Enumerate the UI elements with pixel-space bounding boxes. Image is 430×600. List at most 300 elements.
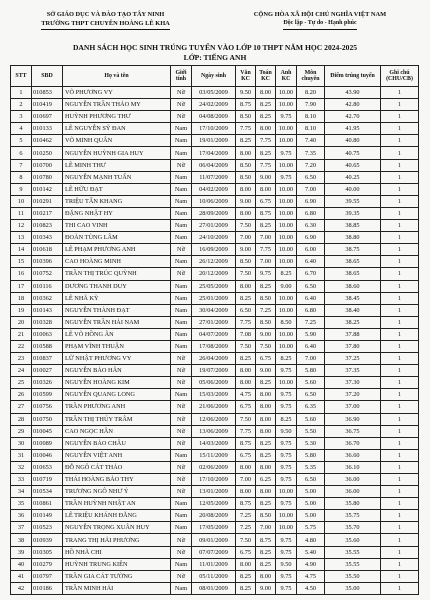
- cell-toan: 8.25: [256, 449, 276, 461]
- cell-van: 7.75: [236, 123, 256, 135]
- cell-score: 36.70: [325, 437, 381, 449]
- cell-name: CAO HOÀNG MINH: [63, 256, 171, 268]
- cell-note: 1: [381, 195, 419, 207]
- cell-gender: Nam: [171, 220, 192, 232]
- table-row: [11, 232, 419, 244]
- cell-toan: 8.00: [256, 461, 276, 473]
- column-header-note: Ghi chú (CHU/CB): [381, 66, 419, 87]
- cell-dob: 05/11/2009: [192, 570, 236, 582]
- cell-score: 36.75: [325, 425, 381, 437]
- cell-stt: 22: [11, 340, 32, 352]
- table-row: [11, 135, 419, 147]
- cell-toan: 8.00: [256, 123, 276, 135]
- cell-name: NGUYỄN TRẦN THẢO MY: [63, 99, 171, 111]
- cell-sbd: 010750: [32, 413, 63, 425]
- cell-toan: 7.25: [256, 304, 276, 316]
- cell-gender: Nam: [171, 183, 192, 195]
- cell-name: LÊ NGUYỄN SỸ ĐAN: [63, 123, 171, 135]
- cell-anh: 9.75: [276, 389, 297, 401]
- cell-gender: Nữ: [171, 87, 192, 99]
- cell-van: 8.25: [236, 582, 256, 594]
- cell-score: 37.80: [325, 340, 381, 352]
- cell-dob: 12/05/2009: [192, 498, 236, 510]
- cell-note: 1: [381, 135, 419, 147]
- cell-anh: 9.75: [276, 498, 297, 510]
- cell-van: 8.25: [236, 135, 256, 147]
- cell-note: 1: [381, 99, 419, 111]
- cell-toan: 9.00: [256, 365, 276, 377]
- table-row: [11, 171, 419, 183]
- cell-toan: 7.50: [256, 340, 276, 352]
- cell-note: 1: [381, 425, 419, 437]
- cell-sbd: 010046: [32, 449, 63, 461]
- cell-major: 5.30: [297, 437, 325, 449]
- table-row: [11, 546, 419, 558]
- cell-sbd: 010797: [32, 570, 63, 582]
- cell-sbd: 010653: [32, 461, 63, 473]
- cell-sbd: 010823: [32, 220, 63, 232]
- cell-major: 7.90: [297, 99, 325, 111]
- cell-major: 4.50: [297, 582, 325, 594]
- cell-major: 5.40: [297, 546, 325, 558]
- cell-note: 1: [381, 328, 419, 340]
- cell-sbd: 010756: [32, 401, 63, 413]
- cell-stt: 6: [11, 147, 32, 159]
- cell-name: TRẦN THỊ THÚY TRÂM: [63, 413, 171, 425]
- cell-van: 8.50: [236, 159, 256, 171]
- cell-major: 5.50: [297, 425, 325, 437]
- cell-gender: Nữ: [171, 570, 192, 582]
- cell-stt: 15: [11, 256, 32, 268]
- department-name: SỞ GIÁO DỤC VÀ ĐÀO TẠO TÂY NINH: [46, 11, 165, 18]
- cell-stt: 42: [11, 582, 32, 594]
- table-row: [11, 498, 419, 510]
- table-row: [11, 123, 419, 135]
- cell-gender: Nam: [171, 582, 192, 594]
- cell-van: 7.00: [236, 474, 256, 486]
- cell-score: 40.25: [325, 171, 381, 183]
- cell-stt: 5: [11, 135, 32, 147]
- cell-gender: Nữ: [171, 353, 192, 365]
- cell-name: TRẦN PHƯƠNG ANH: [63, 401, 171, 413]
- cell-note: 1: [381, 486, 419, 498]
- cell-sbd: 010837: [32, 353, 63, 365]
- cell-toan: 9.00: [256, 171, 276, 183]
- cell-score: 40.80: [325, 135, 381, 147]
- column-header-major: Môn chuyên: [297, 66, 325, 87]
- cell-note: 1: [381, 522, 419, 534]
- cell-gender: Nam: [171, 207, 192, 219]
- cell-dob: 17/10/2009: [192, 474, 236, 486]
- cell-note: 1: [381, 413, 419, 425]
- cell-sbd: 010027: [32, 365, 63, 377]
- cell-sbd: 010291: [32, 195, 63, 207]
- cell-anh: 10.00: [276, 244, 297, 256]
- cell-van: 8.00: [236, 377, 256, 389]
- cell-name: TRIỆU TẤN KHANG: [63, 195, 171, 207]
- cell-gender: Nữ: [171, 437, 192, 449]
- cell-dob: 17/04/2009: [192, 147, 236, 159]
- cell-major: 4.90: [297, 558, 325, 570]
- cell-stt: 27: [11, 401, 32, 413]
- cell-van: 8.75: [236, 99, 256, 111]
- cell-anh: 10.00: [276, 328, 297, 340]
- cell-anh: 10.00: [276, 220, 297, 232]
- cell-score: 42.70: [325, 111, 381, 123]
- cell-sbd: 010752: [32, 268, 63, 280]
- cell-gender: Nữ: [171, 461, 192, 473]
- cell-stt: 19: [11, 304, 32, 316]
- cell-gender: Nữ: [171, 425, 192, 437]
- cell-sbd: 010719: [32, 474, 63, 486]
- cell-van: 4.75: [236, 389, 256, 401]
- cell-sbd: 010063: [32, 328, 63, 340]
- cell-major: 6.35: [297, 401, 325, 413]
- cell-van: 8.50: [236, 171, 256, 183]
- cell-gender: Nữ: [171, 534, 192, 546]
- cell-name: TRANG THỊ HẢI PHƯƠNG: [63, 534, 171, 546]
- cell-van: 6.75: [236, 546, 256, 558]
- table-row: [11, 353, 419, 365]
- cell-stt: 4: [11, 123, 32, 135]
- cell-note: 1: [381, 171, 419, 183]
- cell-note: 1: [381, 461, 419, 473]
- cell-major: 7.00: [297, 183, 325, 195]
- cell-name: LÊ NHÃ KỲ: [63, 292, 171, 304]
- cell-stt: 11: [11, 207, 32, 219]
- cell-major: 6.80: [297, 304, 325, 316]
- cell-toan: 8.25: [256, 498, 276, 510]
- cell-anh: 9.75: [276, 474, 297, 486]
- cell-score: 38.85: [325, 220, 381, 232]
- cell-van: 7.50: [236, 413, 256, 425]
- table-header-row: [11, 66, 419, 87]
- cell-van: 7.50: [236, 220, 256, 232]
- cell-score: 38.75: [325, 244, 381, 256]
- table-row: [11, 510, 419, 522]
- cell-note: 1: [381, 546, 419, 558]
- cell-name: THI CAO VINH: [63, 220, 171, 232]
- cell-gender: Nam: [171, 195, 192, 207]
- cell-note: 1: [381, 365, 419, 377]
- cell-name: CAO NGỌC HÂN: [63, 425, 171, 437]
- cell-anh: 9.75: [276, 147, 297, 159]
- cell-anh: 10.00: [276, 123, 297, 135]
- cell-major: 5.00: [297, 486, 325, 498]
- cell-major: 5.35: [297, 461, 325, 473]
- table-row: [11, 474, 419, 486]
- cell-sbd: 010697: [32, 111, 63, 123]
- cell-name: NGUYỄN BẢO HÂN: [63, 365, 171, 377]
- table-row: [11, 292, 419, 304]
- table-row: [11, 449, 419, 461]
- cell-name: TRẦN HUỲNH NHẬT AN: [63, 498, 171, 510]
- cell-score: 38.40: [325, 304, 381, 316]
- cell-gender: Nam: [171, 389, 192, 401]
- cell-anh: 9.75: [276, 546, 297, 558]
- cell-name: TRẦN MINH HẢI: [63, 582, 171, 594]
- cell-name: NGUYỄN QUANG LONG: [63, 389, 171, 401]
- cell-name: NGUYỄN MẠNH TUẤN: [63, 171, 171, 183]
- cell-anh: 9.75: [276, 401, 297, 413]
- cell-major: 5.90: [297, 328, 325, 340]
- table-row: [11, 159, 419, 171]
- cell-dob: 09/01/2009: [192, 534, 236, 546]
- cell-sbd: 010217: [32, 207, 63, 219]
- table-row: [11, 304, 419, 316]
- cell-score: 37.25: [325, 353, 381, 365]
- table-row: [11, 280, 419, 292]
- table-row: [11, 413, 419, 425]
- cell-gender: Nam: [171, 123, 192, 135]
- cell-dob: 26/12/2009: [192, 256, 236, 268]
- cell-anh: 10.00: [276, 377, 297, 389]
- cell-sbd: 010462: [32, 135, 63, 147]
- cell-toan: 8.00: [256, 87, 276, 99]
- cell-anh: 10.00: [276, 510, 297, 522]
- cell-score: 42.80: [325, 99, 381, 111]
- cell-note: 1: [381, 377, 419, 389]
- cell-major: 7.20: [297, 159, 325, 171]
- cell-note: 1: [381, 123, 419, 135]
- cell-dob: 02/06/2009: [192, 461, 236, 473]
- cell-name: NGUYỄN TRỌNG XUÂN HUY: [63, 522, 171, 534]
- cell-major: 6.80: [297, 207, 325, 219]
- cell-sbd: 010599: [32, 389, 63, 401]
- table-row: [11, 328, 419, 340]
- cell-sbd: 010045: [32, 425, 63, 437]
- cell-van: 7.75: [236, 425, 256, 437]
- cell-stt: 30: [11, 437, 32, 449]
- cell-name: LỮ NHẬT PHƯƠNG VY: [63, 353, 171, 365]
- cell-major: 8.10: [297, 111, 325, 123]
- cell-score: 35.60: [325, 534, 381, 546]
- cell-major: 6.50: [297, 474, 325, 486]
- cell-major: 4.80: [297, 534, 325, 546]
- cell-toan: 8.25: [256, 147, 276, 159]
- cell-dob: 15/11/2009: [192, 449, 236, 461]
- cell-stt: 8: [11, 171, 32, 183]
- cell-major: 6.30: [297, 220, 325, 232]
- cell-sbd: 010143: [32, 304, 63, 316]
- cell-score: 43.90: [325, 87, 381, 99]
- cell-anh: 10.00: [276, 195, 297, 207]
- cell-anh: 9.75: [276, 570, 297, 582]
- cell-sbd: 010343: [32, 232, 63, 244]
- cell-major: 5.80: [297, 449, 325, 461]
- cell-stt: 18: [11, 292, 32, 304]
- cell-stt: 7: [11, 159, 32, 171]
- cell-name: LÊ TRIỆU KHÁNH ĐĂNG: [63, 510, 171, 522]
- cell-score: 41.95: [325, 123, 381, 135]
- cell-dob: 30/04/2009: [192, 304, 236, 316]
- cell-name: HUỲNH TRUNG KIÊN: [63, 558, 171, 570]
- cell-note: 1: [381, 558, 419, 570]
- cell-dob: 25/01/2009: [192, 292, 236, 304]
- cell-major: 7.40: [297, 135, 325, 147]
- cell-name: VÕ MINH QUÂN: [63, 135, 171, 147]
- cell-toan: 8.75: [256, 207, 276, 219]
- cell-anh: 10.00: [276, 207, 297, 219]
- cell-gender: Nữ: [171, 365, 192, 377]
- cell-toan: 8.25: [256, 377, 276, 389]
- cell-sbd: 010250: [32, 147, 63, 159]
- cell-dob: 21/06/2009: [192, 401, 236, 413]
- column-header-name: Họ và tên: [63, 66, 171, 87]
- cell-gender: Nam: [171, 498, 192, 510]
- cell-van: 6.75: [236, 401, 256, 413]
- cell-sbd: 010328: [32, 316, 63, 328]
- cell-van: 7.25: [236, 522, 256, 534]
- cell-dob: 11/01/2009: [192, 558, 236, 570]
- cell-note: 1: [381, 570, 419, 582]
- cell-note: 1: [381, 401, 419, 413]
- cell-toan: 8.00: [256, 389, 276, 401]
- cell-stt: 17: [11, 280, 32, 292]
- school-name: TRƯỜNG THPT CHUYÊN HOÀNG LÊ KHA: [41, 19, 170, 30]
- cell-dob: 26/04/2009: [192, 353, 236, 365]
- cell-note: 1: [381, 183, 419, 195]
- cell-toan: 6.75: [256, 195, 276, 207]
- cell-major: 6.40: [297, 340, 325, 352]
- cell-sbd: 010279: [32, 558, 63, 570]
- cell-anh: 8.25: [276, 353, 297, 365]
- cell-van: 8.00: [236, 461, 256, 473]
- table-row: [11, 268, 419, 280]
- cell-score: 38.60: [325, 280, 381, 292]
- table-row: [11, 207, 419, 219]
- cell-name: ĐỖ NGÔ CÁT THẢO: [63, 461, 171, 473]
- cell-gender: Nam: [171, 510, 192, 522]
- cell-note: 1: [381, 220, 419, 232]
- cell-major: 5.60: [297, 413, 325, 425]
- table-row: [11, 582, 419, 594]
- column-header-toan: Toán KC: [256, 66, 276, 87]
- cell-anh: 9.50: [276, 558, 297, 570]
- cell-score: 38.80: [325, 232, 381, 244]
- cell-score: 40.00: [325, 183, 381, 195]
- cell-name: HỒ NHÃ CHI: [63, 546, 171, 558]
- cell-stt: 21: [11, 328, 32, 340]
- cell-name: LÊ HỮU ĐẠT: [63, 183, 171, 195]
- cell-van: 7.50: [236, 340, 256, 352]
- cell-gender: Nữ: [171, 244, 192, 256]
- cell-toan: 7.00: [256, 256, 276, 268]
- cell-score: 35.50: [325, 570, 381, 582]
- cell-gender: Nam: [171, 135, 192, 147]
- table-row: [11, 461, 419, 473]
- cell-dob: 24/02/2009: [192, 99, 236, 111]
- table-row: [11, 534, 419, 546]
- cell-stt: 2: [11, 99, 32, 111]
- cell-van: 7.25: [236, 510, 256, 522]
- cell-dob: 05/06/2009: [192, 377, 236, 389]
- cell-gender: Nam: [171, 522, 192, 534]
- cell-dob: 19/07/2009: [192, 365, 236, 377]
- cell-van: 8.00: [236, 280, 256, 292]
- cell-anh: 10.00: [276, 232, 297, 244]
- cell-toan: 8.25: [256, 220, 276, 232]
- cell-gender: Nam: [171, 328, 192, 340]
- cell-score: 35.55: [325, 558, 381, 570]
- cell-toan: 8.00: [256, 413, 276, 425]
- cell-dob: 13/06/2009: [192, 425, 236, 437]
- cell-dob: 10/06/2009: [192, 195, 236, 207]
- cell-stt: 26: [11, 389, 32, 401]
- cell-score: 37.20: [325, 389, 381, 401]
- cell-stt: 12: [11, 220, 32, 232]
- cell-sbd: 010419: [32, 99, 63, 111]
- table-row: [11, 377, 419, 389]
- cell-score: 36.00: [325, 474, 381, 486]
- cell-note: 1: [381, 304, 419, 316]
- cell-anh: 10.00: [276, 183, 297, 195]
- cell-anh: 10.00: [276, 87, 297, 99]
- cell-toan: 8.25: [256, 99, 276, 111]
- cell-note: 1: [381, 280, 419, 292]
- cell-score: 35.75: [325, 510, 381, 522]
- cell-toan: 8.25: [256, 111, 276, 123]
- cell-name: NGUYỄN VIỆT ANH: [63, 449, 171, 461]
- cell-anh: 10.00: [276, 340, 297, 352]
- cell-note: 1: [381, 147, 419, 159]
- cell-name: ĐOÀN TÙNG LÂM: [63, 232, 171, 244]
- cell-dob: 14/03/2009: [192, 437, 236, 449]
- cell-dob: 27/01/2009: [192, 220, 236, 232]
- cell-anh: 10.00: [276, 522, 297, 534]
- cell-sbd: 010534: [32, 486, 63, 498]
- cell-van: 8.00: [236, 558, 256, 570]
- table-row: [11, 244, 419, 256]
- cell-van: 8.00: [236, 207, 256, 219]
- cell-name: VÕ PHƯƠNG VY: [63, 87, 171, 99]
- cell-dob: 19/01/2009: [192, 135, 236, 147]
- cell-stt: 35: [11, 498, 32, 510]
- table-row: [11, 389, 419, 401]
- cell-toan: 8.25: [256, 437, 276, 449]
- cell-name: NGUYỄN TRẦN HẢI NAM: [63, 316, 171, 328]
- cell-gender: Nam: [171, 232, 192, 244]
- cell-toan: 9.00: [256, 582, 276, 594]
- cell-dob: 06/04/2009: [192, 159, 236, 171]
- national-header: [215, 10, 425, 30]
- cell-van: 8.50: [236, 111, 256, 123]
- table-row: [11, 195, 419, 207]
- cell-score: 39.55: [325, 195, 381, 207]
- cell-name: NGUYỄN THÀNH ĐẠT: [63, 304, 171, 316]
- cell-gender: Nam: [171, 280, 192, 292]
- cell-dob: 17/08/2009: [192, 340, 236, 352]
- cell-anh: 10.00: [276, 304, 297, 316]
- cell-dob: 24/10/2009: [192, 232, 236, 244]
- cell-toan: 7.00: [256, 522, 276, 534]
- cell-dob: 11/07/2009: [192, 171, 236, 183]
- cell-toan: 6.25: [256, 474, 276, 486]
- cell-gender: Nữ: [171, 474, 192, 486]
- cell-major: 6.70: [297, 268, 325, 280]
- column-header-gender: Giới tính: [171, 66, 192, 87]
- column-header-sbd: SBD: [32, 66, 63, 87]
- cell-gender: Nam: [171, 316, 192, 328]
- cell-score: 40.65: [325, 159, 381, 171]
- cell-gender: Nữ: [171, 159, 192, 171]
- cell-name: ĐẶNG NHẬT HY: [63, 207, 171, 219]
- cell-name: LÊ MINH THƯ: [63, 159, 171, 171]
- cell-anh: 9.75: [276, 449, 297, 461]
- cell-sbd: 010326: [32, 377, 63, 389]
- cell-sbd: 010142: [32, 183, 63, 195]
- cell-gender: Nữ: [171, 413, 192, 425]
